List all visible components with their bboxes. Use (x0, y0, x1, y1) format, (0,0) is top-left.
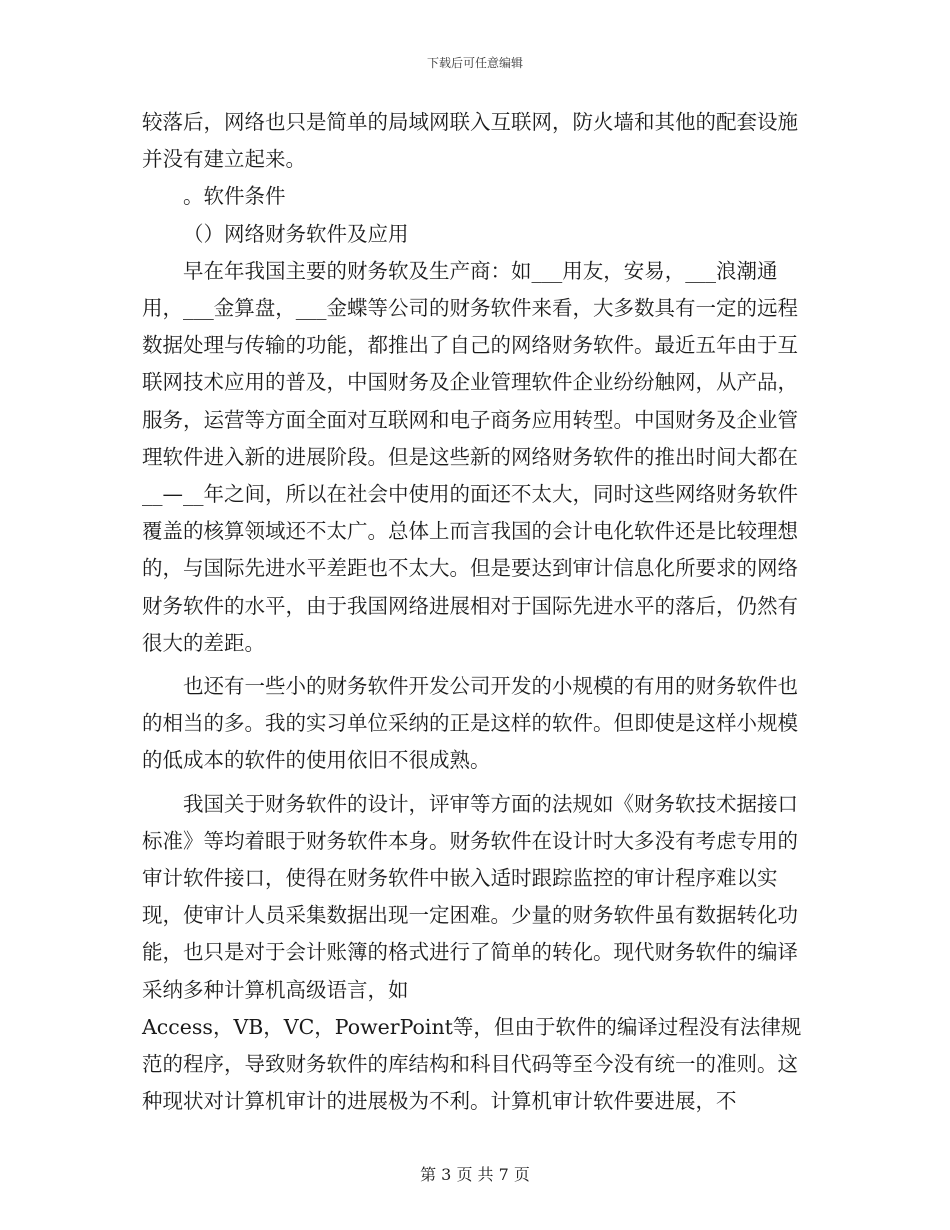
section-heading-software: 。软件条件 (183, 184, 286, 209)
subsection-heading-network-finance: （）网络财务软件及应用 (183, 221, 409, 246)
page-header: 下载后可任意编辑 (426, 56, 523, 70)
paragraph-regulations: 我国关于财务软件的设计，评审等方面的法规如《财务软技术据接口标准》等均着眼于财务软件本身。财务软件在设计时大多没有考虑专用的审计软件接口，使得在财务软件中嵌入适时跟踪监控的审计程序难以实现，使审计人员采集数据出现一定困难。少量的财务软件虽有数据转化功能，也只是对于会计账簿的格式进行了简单的转化。现代财务软件的编译采纳多种计算机高级语言，如 (142, 791, 798, 1002)
paragraph-continued: 较落后，网络也只是简单的局域网联入互联网，防火墙和其他的配套设施并没有建立起来。 (142, 110, 798, 172)
paragraph-software-vendors: 早在年我国主要的财务软及生产商：如___用友，安易，___浪潮通用，___金算盘，___金蝶等公司的财务软件来看，大多数具有一定的远程数据处理与传输的功能，都推出了自己的网络财务软件。最近五年由于互联网技术应用的普及，中国财务及企业管理软件企业纷纷触网，从产品，服务，运营等方面全面对互联网和电子商务应用转型。中国财务及企业管理软件进入新的进展阶段。但是这些新的网络财务软件的推出时间大都在__—__年之间，所以在社会中使用的面还不太大，同时这些网络财务软件覆盖的核算领域还不太广。总体上而言我国的会计电化软件还是比较理想的，与国际先进水平差距也不太大。但是要达到审计信息化所要求的网络财务软件的水平，由于我国网络进展相对于国际先进水平的落后，仍然有很大的差距。 (142, 258, 798, 655)
paragraph-small-vendors: 也还有一些小的财务软件开发公司开发的小规模的有用的财务软件也的相当的多。我的实习单位采纳的正是这样的软件。但即使是这样小规模的低成本的软件的使用依旧不很成熟。 (142, 674, 798, 773)
document-body (142, 104, 810, 1120)
paragraph-languages: Access，VB，VC，PowerPoint等，但由于软件的编译过程没有法律规范的程序，导致财务软件的库结构和科目代码等至今没有统一的准则。这种现状对计算机审计的进展极为不利。计算机审计软件要进展，不 (142, 1014, 802, 1114)
page-number: 第 3 页 共 7 页 (420, 1165, 530, 1184)
